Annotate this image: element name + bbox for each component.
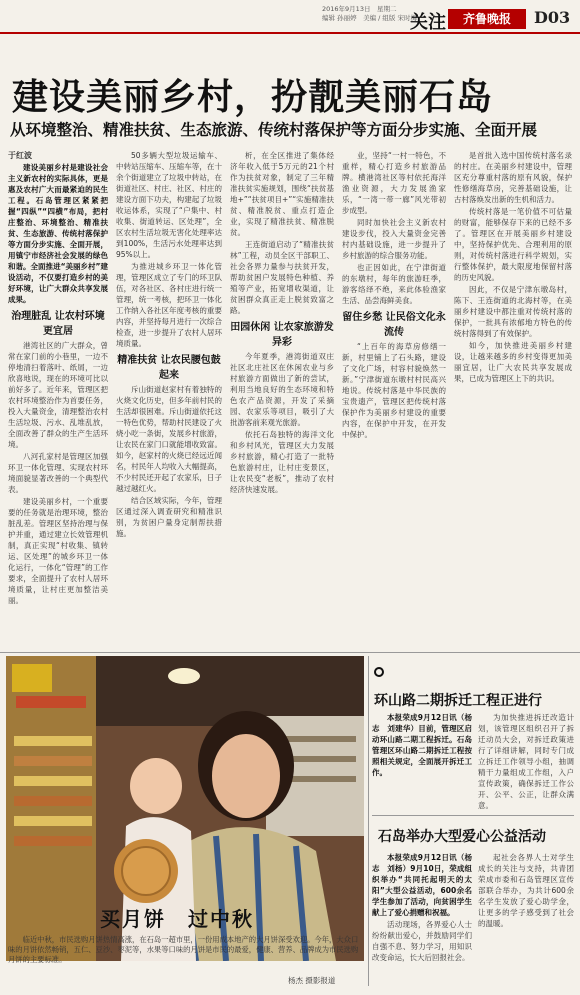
- paragraph: 斥山街道赵家村有着独特的火烧文化历史，但多年前村民的生活却很困难。斥山街道依托这一特色优势，帮助村民建设了火烧小吃一条街，发展乡村旅游，让农民在家门口就能增收致富。如今，赵家村的火烧已经远近闻名，村民年人均收入大幅提高，不少村民还开起了农家乐，日子越过越红火。: [116, 385, 222, 493]
- paragraph: 建设美丽乡村，一个重要要的任务就是治理环境，整治脏乱差。管理区坚持治理与保护并重，通过建立长效管理机制，真正实现“村收集、镇转运、区处理”的城乡环卫一体化运行，一体化“管理”的工作要求，全面提升了农村人居环境质量，让村庄更加整洁美丽。: [8, 497, 108, 605]
- side-story-1-col-a: [372, 712, 472, 812]
- paragraph: 如今，加快推进美丽乡村建设，让越来越多的乡村变得更加美丽宜居，让广大农民共享发展成果，已成为管理区上下的共识。: [454, 341, 572, 383]
- paragraph: “上百年的海草房修缮一新，村里铺上了石头路，建设了文化广场，村容村貌焕然一新。”宁津街道东墩村村民高兴地说。传统村落是中华民族的宝贵遗产，管理区把传统村落保护作为美丽乡村建设的重要内容，在保护中开发，在开发中保护。: [342, 342, 446, 439]
- paragraph: 结合区域实际，今年，管理区通过深入调查研究和精准识别，为贫困户量身定制帮扶措施。: [116, 496, 222, 538]
- paragraph: 王连街道启动了“精准扶贫林”工程，动员全区干部职工、社会各界力量参与扶贫开发，帮助贫困户发展特色种植、养殖等产业，拓宽增收渠道，让贫困群众真正走上脱贫致富之路。: [230, 240, 334, 315]
- paragraph: 传统村落是一笔价值不可估量的财富，能够保存下来的已经不多了。管理区在开展美丽乡村建设中，坚持保护优先、合理利用的原则，对传统村落进行科学规划，实行整体保护，最大限度地保留村落的历史风貌。: [454, 207, 572, 282]
- main-headline: 建设美丽乡村，扮靓美丽石岛: [12, 77, 494, 118]
- article-column-3: [230, 150, 334, 650]
- section-bullet-icon: [374, 667, 384, 677]
- paragraph: 为推进城乡环卫一体化管理，管理区成立了专门的环卫队伍，对各社区、各村庄进行统一管理，统一考核，把环卫一体化工作纳入各社区年度考核的重要内容，并坚持每月进行一次综合检查，进一步提升了农村人居环境质量。: [116, 262, 222, 348]
- page-number: D03: [534, 8, 571, 27]
- header-meta: [322, 5, 417, 23]
- sub-headline: 从环境整治、精准扶贫、生态旅游、传统村落保护等方面分步实施、全面开展: [10, 121, 538, 139]
- side-story-1-body: 为加快推进拆迁改造计划，该管理区组织召开了拆迁动员大会，对拆迁政策进行了详细讲解，同时专门成立拆迁工作领导小组，抽调精干力量组成工作组，入户宣传政策，确保拆迁工作公开、公平、公正，让群众满意。: [478, 713, 574, 810]
- newspaper-logo: 齐鲁晚报: [448, 9, 526, 29]
- photo-title: 买月饼 过中秋: [100, 907, 254, 931]
- paragraph: 今年夏季，港湾街道双庄社区北庄社区在休闲农业与乡村旅游方面做出了新的尝试，利用当地良好的生态环境和特色农产品资源，开发了采摘园、农家乐等项目，吸引了大批游客前来观光旅游。: [230, 352, 334, 427]
- vertical-rule: [368, 656, 369, 986]
- header-staff: 编辑 孙丽婷 美编 / 组版 宋时梅: [322, 14, 417, 22]
- side-story-2-extra: 活动现场，各界爱心人士纷纷献出爱心，并鼓励同学们自强不息、努力学习，用知识改变命运，长大后回报社会。: [372, 920, 472, 962]
- side-story-2-col-a: [372, 852, 472, 987]
- page-header: [0, 0, 580, 34]
- paragraph: 因此，不仅是宁津东墩岛村，陈下、王连街道的北海村等，在美丽乡村建设中都注重对传统村落的保护，一批具有浓郁地方特色的传统村落得到了有效保护。: [454, 285, 572, 338]
- side-story-1-title: 环山路二期拆迁工程正进行: [374, 693, 542, 709]
- article-byline: 于红波: [8, 151, 32, 160]
- photo-credit: 杨杰 摄影报道: [288, 976, 336, 985]
- paragraph: 析，在全区推进了集体经济年收入低于5万元的21个村作为扶贫对象，制定了三年精准扶贫实施规划，围绕“扶贫基地+”“扶贫项目+”“实施精准扶贫、精准脱贫、重点打造企业，实现了精准扶贫、精准脱贫。: [230, 151, 334, 237]
- paragraph: 业，坚持“一村一特色，不重样，精心打造乡村旅游品牌。横港湾社区等村依托海洋渔业资源，大力发展渔家乐，“一湾一带一廊”风光带初步成型。: [342, 151, 446, 215]
- paragraph: 50多辆大型垃圾运输车、中转站压缩车、压缩车等，在十余个街道建立了垃圾中转站，在街道社区、村庄、社区、村庄的建设方面下功夫，构建起了垃圾收运体系，实现了“户集中、村收集、街道转运、区处理”，全区农村生活垃圾无害化处理率达到100%，生活污水处理率达到95%以上。: [116, 151, 222, 259]
- paragraph: 港湾社区的广大群众，曾常在家门前的小巷里，一边不停地清扫着落叶、纸屑，一边欣喜地说，现在的环境可比以前好多了。近年来，管理区把农村环境整治作为首要任务，投入大量资金，清理整治农村生活垃圾、污水、乱堆乱放，全面改善了群众的生产生活环境。: [8, 341, 108, 449]
- side-story-2-lead: 本报荣成9月12日讯（杨志 刘杨）9月10日，荣成组织举办“共同托起明天的太阳”大型公益活动，600余名学生参加了活动，向贫困学生献上了爱心捐赠和祝福。: [372, 853, 472, 917]
- side-divider: [372, 815, 574, 816]
- column-rule: [0, 652, 580, 653]
- article-column-2: [116, 150, 222, 650]
- side-story-2-body: 起社会各界人士对学生成长的关注与支持，共青团荣成市委和石岛管理区宣传部联合举办，为共计600余名学生发放了爱心助学金，让更多的学子感受到了社会的温暖。: [478, 853, 574, 928]
- paragraph: 也正因如此，在宁津街道的东墩村，每年的旅游旺季，游客络绎不绝，来此体验渔家生活、品尝海鲜美食。: [342, 263, 446, 305]
- article-column-4: [342, 150, 446, 650]
- paragraph: 依托石岛独特的海洋文化和乡村风光，管理区大力发展乡村旅游，精心打造了一批特色旅游村庄，让村庄变景区，让农民变“老板”，推动了农村经济快速发展。: [230, 430, 334, 494]
- header-date: 2016年9月13日 星期二: [322, 5, 397, 13]
- photo-caption: 临近中秋，市民选购月饼热情高涨，在石岛一超市里，一份用成本地产的大月饼深受欢迎。今年，大众口味的月饼依然畅销，五仁、豆沙、枣泥等，水果等口味的月饼是市民的最爱，健康、营养、品牌成为市民选购月饼的主要标准。: [8, 935, 359, 964]
- section-subhead-3: 田园休闲 让农家旅游发异彩: [230, 322, 334, 348]
- section-subhead-4: 留住乡愁 让民俗文化永流传: [342, 312, 446, 338]
- article-column-5: [454, 150, 572, 650]
- paragraph: 同时加快社会主义新农村建设步伐，投入大量资金完善村内基础设施，进一步提升了乡村旅游的综合服务功能。: [342, 218, 446, 260]
- article-column-1: [8, 150, 108, 650]
- side-story-1-lead: 本报荣成9月12日讯（杨志 刘建华）目前，管理区启动环山路二期工程拆迁。石岛管理区环山路二期拆迁工程按照相关规定，全面展开拆迁工作。: [372, 713, 472, 777]
- section-subhead-2: 精准扶贫 让农民腰包鼓起来: [117, 355, 221, 381]
- side-story-2-col-b: [478, 852, 574, 987]
- paragraph: 是首批入选中国传统村落名录的村庄。在美丽乡村建设中，管理区充分尊重村落的原有风貌，保护性修缮海草房，完善基础设施，让古村落焕发出新的生机和活力。: [454, 151, 572, 204]
- section-name: 关注: [410, 12, 446, 33]
- article-lead: 建设美丽乡村是建设社会主义新农村的实际具体，更是惠及农村广大而最紧迫的民生工程。石岛管理区紧紧把握“四纵”“四横”布局，把村庄整治、环境整治、精准扶贫、生态旅游、传统村落保护等方面分步实施、全面开展，用镇宁市经济社会发展的绿色和谐。全面推进“美丽乡村”建设活动，不仅要打造乡村的美好环境，让广大群众共享发展成果。: [8, 163, 108, 304]
- side-story-1-col-b: [478, 712, 574, 812]
- paragraph: 八河孔家村是管理区加强环卫一体化管理、实现农村环境面貌显著改善的一个典型代表。: [8, 452, 108, 494]
- side-story-2-title: 石岛举办大型爱心公益活动: [378, 829, 546, 845]
- section-subhead-1: 治理脏乱 让农村环境更宜居: [11, 311, 105, 337]
